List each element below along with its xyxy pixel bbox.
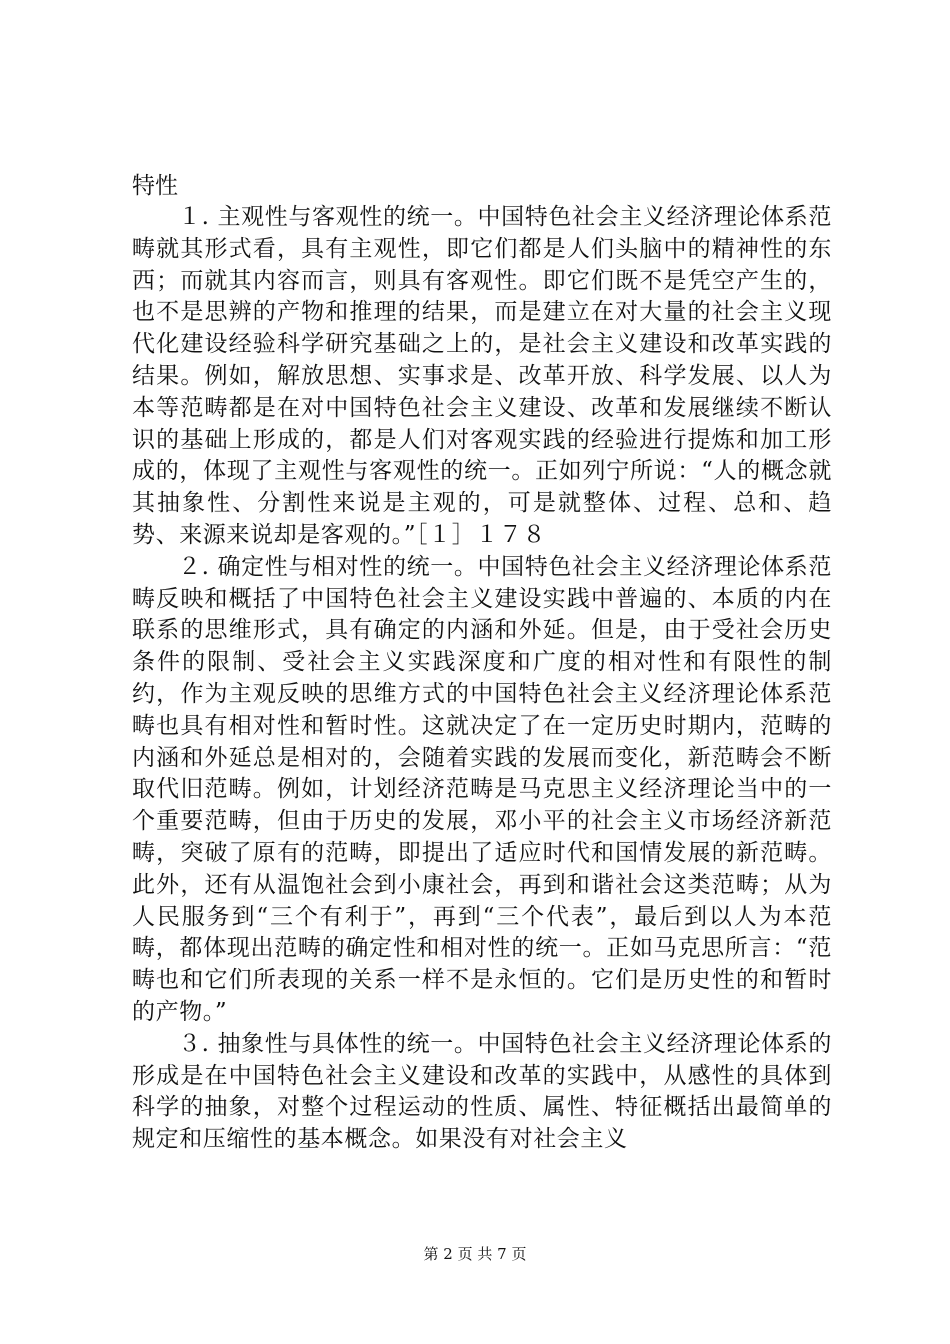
paragraph-abstract-concrete: ３. 抽象性与具体性的统一。中国特色社会主义经济理论体系的形成是在中国特色社会主义建设和改革的实践中，从感性的具体到科学的抽象，对整个过程运动的性质、属性、特征概括出最简单的规定和压缩性的基本概念。如果没有对社会主义 xyxy=(132,1030,832,1153)
paragraph-subjectivity-objectivity: １. 主观性与客观性的统一。中国特色社会主义经济理论体系范畴就其形式看，具有主观性，即它们都是人们头脑中的精神性的东西；而就其内容而言，则具有客观性。即它们既不是凭空产生的，也不是思辨的产物和推理的结果，而是建立在对大量的社会主义现代化建设经验科学研究基础之上的，是社会主义建设和改革实践的结果。例如，解放思想、实事求是、改革开放、科学发展、以人为本等范畴都是在对中国特色社会主义建设、改革和发展继续不断认识的基础上形成的，都是人们对客观实践的经验进行提炼和加工形成的，体现了主观性与客观性的统一。正如列宁所说：“人的概念就其抽象性、分割性来说是主观的，可是就整体、过程、总和、趋势、来源来说却是客观的。”［１］１７８ xyxy=(132,204,832,548)
paragraph-certainty-relativity: ２. 确定性与相对性的统一。中国特色社会主义经济理论体系范畴反映和概括了中国特色社会主义建设实践中普遍的、本质的内在联系的思维形式，具有确定的内涵和外延。但是，由于受社会历史条件的限制、受社会主义实践深度和广度的相对性和有限性的制约，作为主观反映的思维方式的中国特色社会主义经济理论体系范畴也具有相对性和暂时性。这就决定了在一定历史时期内，范畴的内涵和外延总是相对的，会随着实践的发展而变化，新范畴会不断取代旧范畴。例如，计划经济范畴是马克思主义经济理论当中的一个重要范畴，但由于历史的发展，邓小平的社会主义市场经济新范畴，突破了原有的范畴，即提出了适应时代和国情发展的新范畴。此外，还有从温饱社会到小康社会，再到和谐社会这类范畴；从为人民服务到“三个有利于”，再到“三个代表”，最后到以人为本范畴，都体现出范畴的确定性和相对性的统一。正如马克思所言：“范畴也和它们所表现的关系一样不是永恒的。它们是历史性的和暂时的产物。” xyxy=(132,553,832,1025)
document-body xyxy=(132,170,832,1156)
page-footer: 第 2 页 共 7 页 xyxy=(423,1245,527,1263)
section-heading: 特性 xyxy=(132,173,178,199)
